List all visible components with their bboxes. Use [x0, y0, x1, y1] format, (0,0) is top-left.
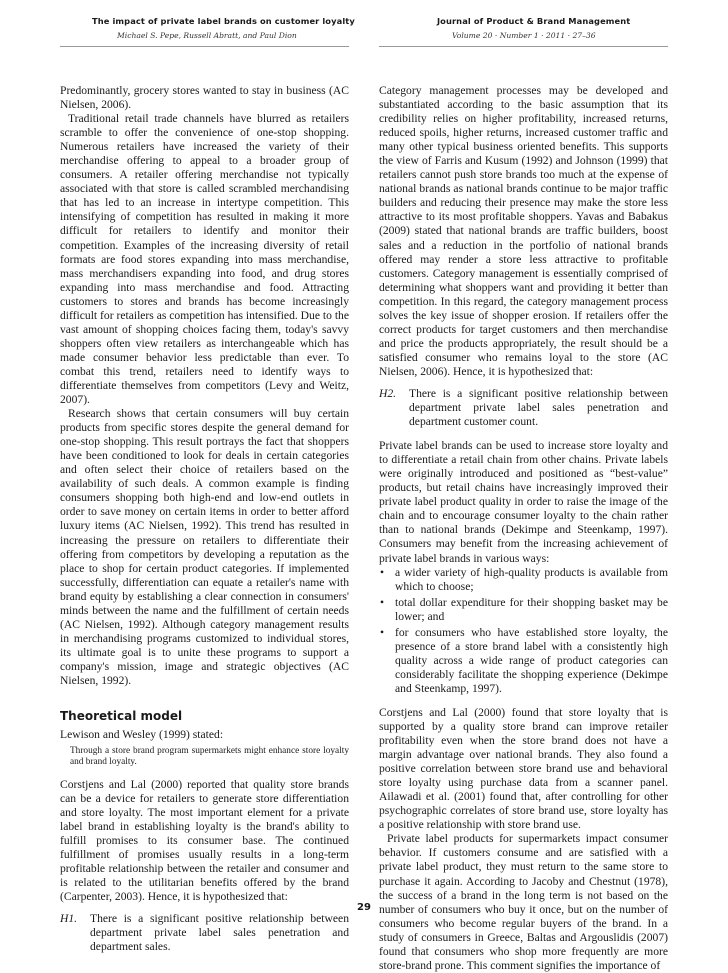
- hypothesis-h2-label: H2.: [379, 386, 397, 400]
- article-title-header: The impact of private label brands on customer loyalty: [92, 16, 355, 26]
- bullet-dot-icon: •: [380, 595, 385, 609]
- bullet-dot-icon: •: [380, 565, 385, 579]
- header-rule-right: [379, 46, 668, 47]
- section-heading-theoretical-model: Theoretical model: [60, 709, 183, 724]
- page-number: 29: [357, 902, 371, 913]
- hypothesis-h2: [379, 387, 668, 429]
- journal-name-header: Journal of Product & Brand Management: [437, 16, 631, 26]
- right-column: [379, 84, 668, 973]
- header-rule-left: [60, 46, 349, 47]
- hypothesis-h1-text: There is a significant positive relationship between department private label sales penetration and department sales.: [90, 912, 349, 954]
- bullet-text: total dollar expenditure for their shopping basket may be lower; and: [395, 595, 668, 623]
- left-paragraph-5: Corstjens and Lal (2000) reported that quality store brands can be a device for retailers to generate store differentiation and store loyalty. The most important element for a private label brand in establishing loyalty is the brand's ability to fulfill promises to its consumer base. The continued fulfillment of promises usually results in a long-term profitable relationship between the retailer and consumer and is related to the utilitarian benefits offered by the brand (Carpenter, 2003). Hence, it is hypothesized that:: [60, 777, 349, 904]
- left-paragraph-2: Traditional retail trade channels have blurred as retailers scramble to offer the convenience of one-stop shopping. Numerous retailers have increased the variety of their merchandise offering to appeal to a broader group of consumers. A retailer offering merchandise not typically associated with that store is called scrambled merchandising that has led to an increase in intertype competition. This intensifying of competition has resulted in making it more difficult for retailers to identify and monitor their competition. Examples of the increasing diversity of retail formats are food stores expanding into mass merchandise, mass merchandisers expanding into food, and drug stores expanding into mass merchandise and food. Attracting customers to stores and brands has become increasingly difficult for retailers as competition has intensified. Due to the vast amount of shopping choices facing them, today's savvy shoppers often view retailers as interchangeable which has made consumer behavior less predictable than ever. To combat this trend, retailers need to identify ways to differentiate themselves from competitors (Levy and Weitz, 2007).: [60, 112, 349, 407]
- benefits-bullet-list: [379, 566, 668, 696]
- left-paragraph-3: Research shows that certain consumers will buy certain products from specific stores despite the general demand for one-stop shopping. This result portrays the fact that shoppers have been conditioned to look for deals in certain categories and often select their choice of retailers based on the availability of such deals. A common example is finding consumers shopping both high-end and low-end outlets in order to save money on certain items in order to better afford luxury items (AC Nielsen, 1992). This trend has resulted in increasing the pressure on retailers to differentiate their offering from competitors by developing a reputation as the place to shop for certain product categories. If implemented successfully, differentiation can equate a retailer's name with brand equity by establishing a clear connection in consumers' minds between the name and the fulfillment of certain needs (AC Nielsen, 1992). Although category management results in merchandising programs customized to individual stores, its ultimate goal is to unite these programs to support a company's mission, image and strategic objectives (AC Nielsen, 1992).: [60, 407, 349, 687]
- left-paragraph-4: Lewison and Wesley (1999) stated:: [60, 728, 224, 742]
- bullet-text: for consumers who have established store loyalty, the presence of a store brand label with a consistently high quality across a wide range of product categories can considerably facilitate the shopping experience (Dekimpe and Steenkamp, 1997).: [395, 625, 668, 695]
- hypothesis-h2-text: There is a significant positive relationship between department private label sales penetration and department customer count.: [409, 386, 668, 429]
- right-paragraph-1: Category management processes may be developed and substantiated according to the basic assumption that its credibility relies on higher profitability, increased returns, reduced spoils, higher returns, increased customer traffic and many other typical business oriented benefits. This supports the view of Farris and Kusum (1992) and Johnson (1999) that retailers cannot push store brands too much at the expense of national brands as national brands continue to be major traffic builders and reducing their presence may make the store less attractive to its most profitable shoppers. Yavas and Babakus (2009) stated that national brands are traffic builders, boost sales and a reduction in the portfolio of national brands offered may render a store less attractive to profitable customers. Category management is essentially comprised of determining what shoppers want and providing it better than competition. In this regard, the category management process solves the key issue of shopper erosion. If retailers offer the correct products for target customers and then merchandise and price the products appropriately, the result should be a satisfied consumer who remains loyal to the store (AC Nielsen, 2006). Hence, it is hypothesized that:: [379, 84, 668, 378]
- bullet-item: [379, 596, 668, 624]
- bullet-dot-icon: •: [380, 625, 385, 639]
- authors-header: Michael S. Pepe, Russell Abratt, and Paul Dion: [117, 31, 297, 40]
- bullet-item: [379, 566, 668, 594]
- bullet-text: a wider variety of high-quality products is available from which to choose;: [395, 565, 668, 593]
- volume-info-header: Volume 20 · Number 1 · 2011 · 27–36: [452, 31, 596, 40]
- right-paragraph-4: Private label products for supermarkets impact consumer behavior. If customers consume and are satisfied with a private label product, they must return to the same store to purchase it again. According to Jacoby and Chestnut (1978), the success of a brand in the long term is not based on the number of consumers who buy it once, but on the number of consumers who become regular buyers of the brand. In a study of consumers in Greece, Baltas and Argouslidis (2007) found that consumers who shop more frequently are more store-brand prone. This comment signifies the importance of: [379, 832, 668, 972]
- left-paragraph-1: Predominantly, grocery stores wanted to stay in business (AC Nielsen, 2006).: [60, 84, 349, 112]
- block-quote: Through a store brand program supermarkets might enhance store loyalty and brand loyalty.: [70, 746, 349, 768]
- bullet-item: [379, 626, 668, 696]
- hypothesis-h1-label: H1.: [60, 912, 78, 926]
- right-paragraph-3: Corstjens and Lal (2000) found that store loyalty that is supported by a quality store brand can improve retailer profitability even when the store brand does not have a margin advantage over national brands. They also found a positive correlation between store brand use and behavioral store loyalty using purchase data from a scanner panel. Ailawadi et al. (2001) found that, after controlling for other psychographic correlates of store brand use, store loyalty has a positive relationship with store brand use.: [379, 705, 668, 832]
- right-paragraph-2: Private label brands can be used to increase store loyalty and to differentiate a retail chain from other chains. Private labels were originally introduced and positioned as “best-value” products, but retail chains have increasingly improved their private label product quality in order to raise the image of the chain and to encourage consumer loyalty to the chain rather than to national brands (Dekimpe and Steenkamp, 1997). Consumers may benefit from the increasing achievement of private label brands in various ways:: [379, 439, 668, 565]
- left-column: [60, 84, 349, 954]
- hypothesis-h1: [60, 912, 349, 954]
